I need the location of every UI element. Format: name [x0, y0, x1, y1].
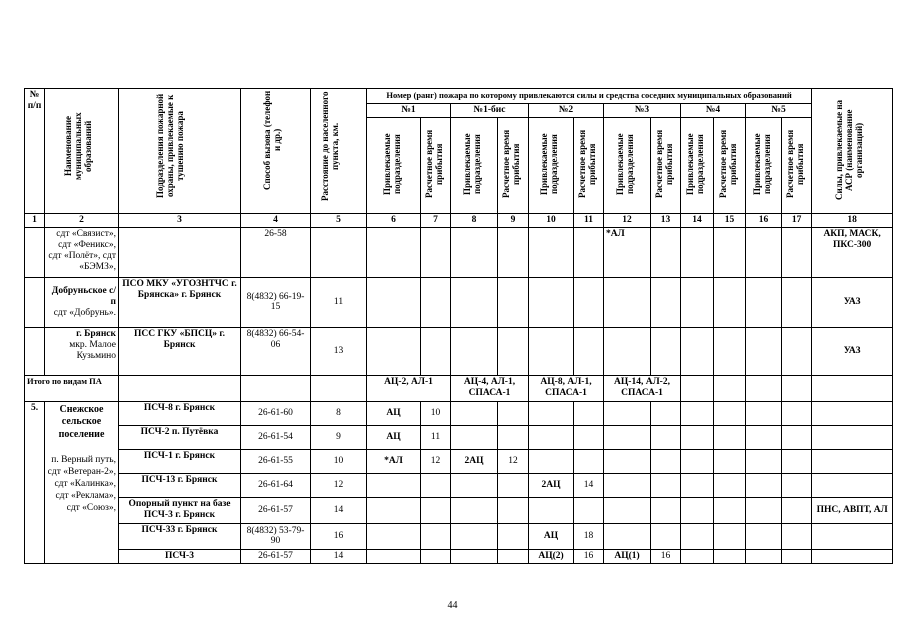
rank3-units: [604, 401, 651, 425]
rank2-units: [529, 425, 574, 449]
col-num: 3: [119, 213, 241, 227]
rank1-time: [421, 523, 451, 549]
call-cell: 26-61-57: [241, 497, 311, 523]
totals-rank3: АЦ-14, АЛ-2, СПАСА-1: [604, 375, 681, 401]
call-cell: 26-61-60: [241, 401, 311, 425]
header-units: Подразделения пожарной охраны, привлекаемые к тушению пожара: [154, 93, 185, 199]
rank1bis-units: [451, 425, 498, 449]
rank1bis-units: [451, 497, 498, 523]
rank1bis-time: [498, 523, 529, 549]
asr-cell: [812, 473, 893, 497]
header-units-cell: [119, 89, 241, 214]
distance-cell: 14: [311, 497, 367, 523]
col-num: 16: [746, 213, 782, 227]
column-number-row: [25, 213, 893, 227]
rank2-time: 14: [574, 473, 604, 497]
rank3-units: [604, 497, 651, 523]
table-row: [25, 401, 893, 425]
unit-cell: ПСЧ-3: [119, 549, 241, 563]
sub-time-3: Расчетное время прибытия: [651, 117, 681, 213]
sub-attracted-4: Привлекаемые подразделения: [681, 117, 714, 213]
distance-cell: 10: [311, 449, 367, 473]
rank2-time: [574, 449, 604, 473]
rank1bis-units: 2АЦ: [451, 449, 498, 473]
table-row: [25, 277, 893, 327]
rank1bis-units: [451, 549, 498, 563]
rank1-time: 11: [421, 425, 451, 449]
table-row: [25, 227, 893, 277]
header-asr-cell: [812, 89, 893, 214]
section-municipality-cell: [45, 401, 119, 563]
rank1-time: 10: [421, 401, 451, 425]
rank1bis-units: [451, 473, 498, 497]
rank3-time: [651, 449, 681, 473]
section-places: п. Верный путь, сдт «Ветеран-2», сдт «Калинка», сдт «Реклама», сдт «Союз»,: [47, 455, 116, 513]
col-num: 7: [421, 213, 451, 227]
header-municipality-cell: [45, 89, 119, 214]
rank1bis-time: [498, 497, 529, 523]
asr-cell: АКП, МАСК, ПКС-300: [812, 227, 893, 277]
col-num: 17: [782, 213, 812, 227]
distance-cell: 14: [311, 549, 367, 563]
rank1bis-time: 12: [498, 449, 529, 473]
rank2-units: 2АЦ: [529, 473, 574, 497]
col-num: 13: [651, 213, 681, 227]
rank3-time: [651, 523, 681, 549]
call-cell: 26-61-57: [241, 549, 311, 563]
fire-deployment-table: [24, 88, 893, 564]
distance-cell: 13: [311, 327, 367, 375]
table-row: [25, 549, 893, 563]
distance-cell: 12: [311, 473, 367, 497]
unit-cell: ПСЧ-8 г. Брянск: [119, 401, 241, 425]
sub-time-1: Расчетное время прибытия: [421, 117, 451, 213]
call-cell: 8(4832) 66-54-06: [241, 327, 311, 375]
totals-row: [25, 375, 893, 401]
table-row: [25, 327, 893, 375]
table-row: [25, 523, 893, 549]
header-call-cell: [241, 89, 311, 214]
sub-attracted-5: Привлекаемые подразделения: [746, 117, 782, 213]
rank2-units: АЦ: [529, 523, 574, 549]
rank2-units: [529, 449, 574, 473]
rank3-time: [651, 401, 681, 425]
header-distance-cell: [311, 89, 367, 214]
rank1bis-time: [498, 425, 529, 449]
col-num: 11: [574, 213, 604, 227]
rank3-units: [604, 473, 651, 497]
asr-cell: [812, 401, 893, 425]
rank1-time: [421, 549, 451, 563]
unit-cell: ПСЧ-1 г. Брянск: [119, 449, 241, 473]
call-cell: 26-58: [241, 227, 311, 277]
col-num: 6: [367, 213, 421, 227]
asr-cell: [812, 449, 893, 473]
call-cell: 8(4832) 53-79-90: [241, 523, 311, 549]
call-cell: 26-61-54: [241, 425, 311, 449]
rank2-time: [574, 425, 604, 449]
call-cell: 26-61-55: [241, 449, 311, 473]
col-num: 14: [681, 213, 714, 227]
table-row: [25, 449, 893, 473]
rank1-units: АЦ: [367, 401, 421, 425]
sub-attracted-2: Привлекаемые подразделения: [529, 117, 574, 213]
unit-cell: ПСЧ-13 г. Брянск: [119, 473, 241, 497]
asr-cell: [812, 425, 893, 449]
rank-1: №1: [367, 104, 451, 118]
table-row: [25, 473, 893, 497]
sub-attracted-3: Привлекаемые подразделения: [604, 117, 651, 213]
rank1bis-units: [451, 401, 498, 425]
rank3-time: [651, 473, 681, 497]
rank1bis-time: [498, 401, 529, 425]
rank1-units: *АЛ: [367, 449, 421, 473]
municipality-place: сдт «Добрунь».: [53, 307, 116, 318]
rank1-time: [421, 473, 451, 497]
asr-cell: ПНС, АВПТ, АЛ: [812, 497, 893, 523]
sub-time-5: Расчетное время прибытия: [782, 117, 812, 213]
rank1-time: 12: [421, 449, 451, 473]
col-num: 9: [498, 213, 529, 227]
rank1bis-time: [498, 549, 529, 563]
rank-3: №3: [604, 104, 681, 118]
asr-cell: УАЗ: [812, 277, 893, 327]
municipality-cell: [45, 277, 119, 327]
table-row: [25, 425, 893, 449]
rank1bis-time: [498, 473, 529, 497]
call-cell: 8(4832) 66-19-15: [241, 277, 311, 327]
col-num: 4: [241, 213, 311, 227]
rank3-time: 16: [651, 549, 681, 563]
sub-time-1bis: Расчетное время прибытия: [498, 117, 529, 213]
header-rank-group: Номер (ранг) пожара по которому привлекаются силы и средства соседних муниципальных образований: [367, 89, 812, 104]
rank3-units: [604, 523, 651, 549]
rank-2: №2: [529, 104, 604, 118]
totals-label: Итого по видам ПА: [25, 375, 119, 401]
sub-time-2: Расчетное время прибытия: [574, 117, 604, 213]
rank3-units: АЦ(1): [604, 549, 651, 563]
municipality-name: Добруньское с/п: [51, 286, 116, 307]
totals-rank1: АЦ-2, АЛ-1: [367, 375, 451, 401]
municipality-name: г. Брянск: [76, 328, 116, 339]
unit-cell: Опорный пункт на базе ПСЧ-3 г. Брянск: [119, 497, 241, 523]
rank1-units: [367, 497, 421, 523]
col-num: 8: [451, 213, 498, 227]
totals-rank2: АЦ-8, АЛ-1, СПАСА-1: [529, 375, 604, 401]
rank1-units: АЦ: [367, 425, 421, 449]
fire-deployment-table-sheet: [24, 88, 893, 564]
sub-attracted-1: Привлекаемые подразделения: [367, 117, 421, 213]
municipality-cell: сдт «Связист», сдт «Феникс», сдт «Полёт», сдт «БЭМЗ»,: [45, 227, 119, 277]
section-number: 5.: [25, 401, 45, 563]
rank2-units: [529, 497, 574, 523]
unit-cell: ПСЧ-2 п. Путёвка: [119, 425, 241, 449]
distance-cell: 16: [311, 523, 367, 549]
rank2-time: [574, 497, 604, 523]
header-municipality: Наименование муниципальных образований: [62, 112, 93, 180]
unit-cell: ПСС ГКУ «БПСЦ» г. Брянск: [119, 327, 241, 375]
rank3-units: [604, 425, 651, 449]
asr-cell: УАЗ: [812, 327, 893, 375]
rank2-units: АЦ(2): [529, 549, 574, 563]
section-name: Снежское сельское поселение: [58, 403, 105, 440]
rank3-units-cell: *АЛ: [604, 227, 651, 277]
rank2-time: [574, 401, 604, 425]
rank3-time: [651, 425, 681, 449]
asr-cell: [812, 549, 893, 563]
distance-cell: 11: [311, 277, 367, 327]
unit-cell: ПСЧ-33 г. Брянск: [119, 523, 241, 549]
asr-cell: [812, 523, 893, 549]
header-asr: Силы, привлекаемые на АСР (наименование организаций): [834, 99, 864, 201]
rank-5: №5: [746, 104, 812, 118]
page-number: 44: [447, 600, 458, 611]
header-call-method: Способ вызова (телефон и др.): [261, 90, 282, 190]
rank1-units: [367, 523, 421, 549]
col-num: 18: [812, 213, 893, 227]
rank-4: №4: [681, 104, 746, 118]
header-distance: Расстояние до населенного пункта, км.: [319, 91, 340, 201]
rank-1bis: №1-бис: [451, 104, 529, 118]
rank2-units: [529, 401, 574, 425]
sub-attracted-1bis: Привлекаемые подразделения: [451, 117, 498, 213]
rank1-units: [367, 473, 421, 497]
rank1-time: [421, 497, 451, 523]
rank3-units: [604, 449, 651, 473]
totals-rank1bis: АЦ-4, АЛ-1, СПАСА-1: [451, 375, 529, 401]
header-number: № п/п: [25, 89, 45, 214]
col-num: 10: [529, 213, 574, 227]
rank2-time: 18: [574, 523, 604, 549]
col-num: 12: [604, 213, 651, 227]
call-cell: 26-61-64: [241, 473, 311, 497]
distance-cell: 9: [311, 425, 367, 449]
col-num: 15: [714, 213, 746, 227]
rank3-time: [651, 497, 681, 523]
distance-cell: 8: [311, 401, 367, 425]
col-num: 1: [25, 213, 45, 227]
table-row: [25, 497, 893, 523]
unit-cell: ПСО МКУ «УГОЗНТЧС г. Брянска» г. Брянск: [119, 277, 241, 327]
sub-time-4: Расчетное время прибытия: [714, 117, 746, 213]
municipality-cell: [45, 327, 119, 375]
rank2-time: 16: [574, 549, 604, 563]
col-num: 5: [311, 213, 367, 227]
col-num: 2: [45, 213, 119, 227]
rank1-units: [367, 549, 421, 563]
municipality-place: мкр. Малое Кузьмино: [69, 339, 116, 361]
rank1bis-units: [451, 523, 498, 549]
